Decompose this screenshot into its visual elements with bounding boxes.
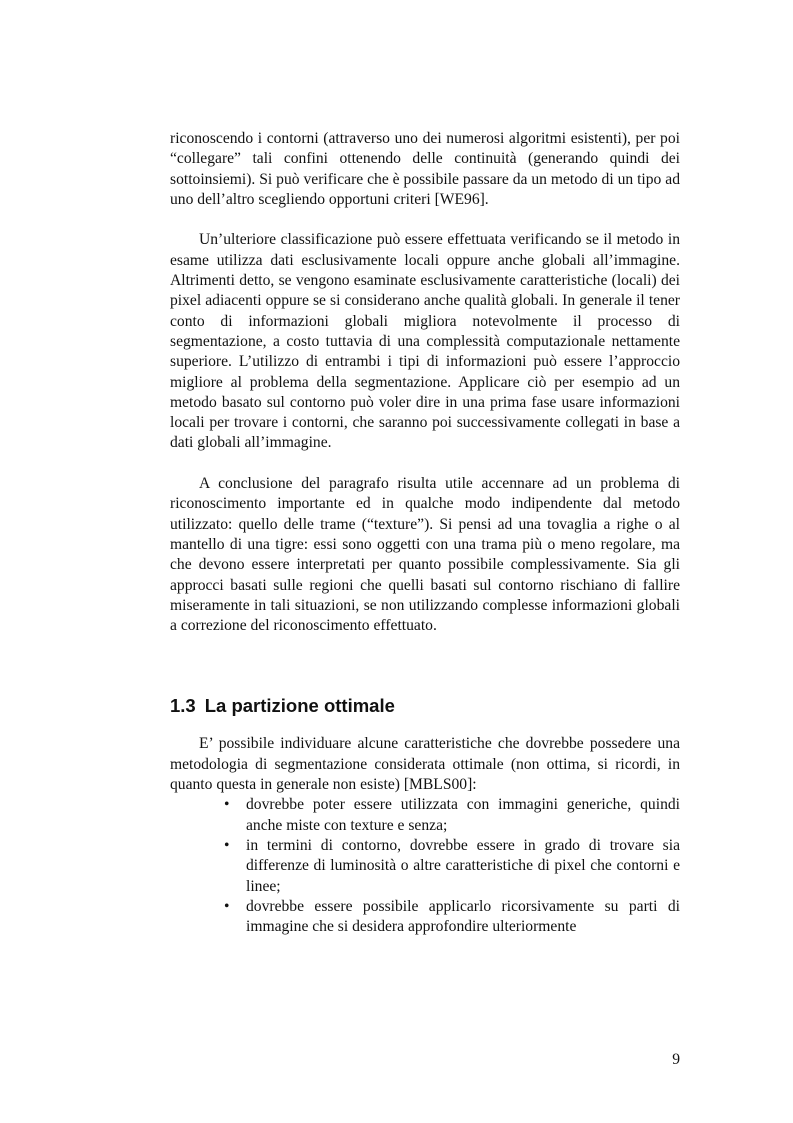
page-body (170, 129, 680, 937)
list-item-text: dovrebbe poter essere utilizzata con immagini generiche, quindi anche miste con texture e senza; (246, 796, 680, 834)
bullet-icon: • (224, 796, 230, 814)
list-item (224, 795, 680, 836)
paragraph-3: A conclusione del paragrafo risulta utile accennare ad un problema di riconoscimento importante ed in qualche modo indipendente dal metodo utilizzato: quello delle trame (“texture”). Si pensi ad una tovaglia a righe o al mantello di una tigre: essi sono oggetti con una trama più o meno regolare, ma che devono essere interpretati per quanto possibile complessivamente. Sia gli approcci basati sulle regioni che quelli basati sul contorno rischiano di fallire miseramente in tali situazioni, se non utilizzando complesse informazioni globali a correzione del riconoscimento effettuato. (170, 475, 680, 635)
list-item-text: dovrebbe essere possibile applicarlo ricorsivamente su parti di immagine che si desidera approfondire ulteriormente (246, 897, 680, 936)
bullet-icon: • (224, 897, 230, 915)
list-item (224, 836, 680, 897)
section-intro: E’ possibile individuare alcune caratteristiche che dovrebbe possedere una metodologia di segmentazione considerata ottimale (non ottima, si ricordi, in quanto questa in generale non esiste) [MBLS00]: (170, 735, 680, 794)
page-number: 9 (672, 1051, 680, 1068)
section-heading (170, 694, 680, 718)
section-number: 1.3 (170, 695, 196, 717)
section-title: La partizione ottimale (204, 695, 395, 717)
paragraph-1: riconoscendo i contorni (attraverso uno dei numerosi algoritmi esistenti), per poi “collegare” tali confini ottenendo delle continuità (generando quindi dei sottoinsiemi). Si può verificare che è possibile passare da un metodo di un tipo ad uno dell’altro scegliendo opportuni criteri [WE96]. (170, 130, 680, 208)
bullet-icon: • (224, 836, 230, 854)
paragraph-2: Un’ulteriore classificazione può essere effettuata verificando se il metodo in esame utilizza dati esclusivamente locali oppure anche globali all’immagine. Altrimenti detto, se vengono esaminate esclusivamente caratteristiche (locali) dei pixel adiacenti oppure se si considerano anche qualità globali. In generale il tener conto di informazioni globali migliora notevolmente il processo di segmentazione, a costo tuttavia di una complessità computazionale nettamente superiore. L’utilizzo di entrambi i tipi di informazioni può essere l’approccio migliore al problema della segmentazione. Applicare ciò per esempio ad un metodo basato sul contorno può voler dire in una prima fase usare informazioni locali per trovare i contorni, che saranno poi successivamente collegati in base a dati globali all’immagine. (170, 231, 680, 452)
bullet-list (170, 795, 680, 937)
list-item (224, 897, 680, 938)
list-item-text: in termini di contorno, dovrebbe essere in grado di trovare sia differenze di luminosità o altre caratteristiche di pixel che contorni e linee; (246, 836, 680, 895)
